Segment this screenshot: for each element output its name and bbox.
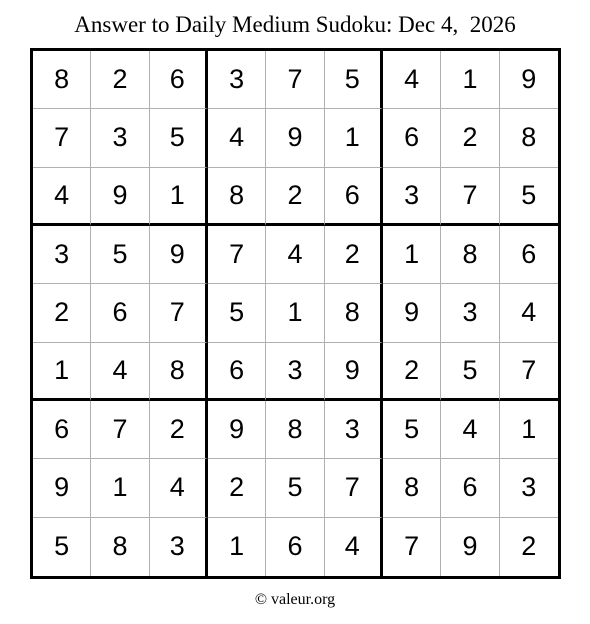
sudoku-cell-r6-c6: 9 [325, 343, 383, 401]
sudoku-cell-r2-c3: 5 [150, 109, 208, 167]
sudoku-cell-r6-c9: 7 [500, 343, 558, 401]
sudoku-cell-r2-c6: 1 [325, 109, 383, 167]
sudoku-cell-r8-c3: 4 [150, 459, 208, 517]
sudoku-cell-r6-c2: 4 [91, 343, 149, 401]
sudoku-cell-r4-c3: 9 [150, 226, 208, 284]
sudoku-cell-r9-c1: 5 [33, 518, 91, 576]
sudoku-cell-r9-c3: 3 [150, 518, 208, 576]
sudoku-cell-r1-c3: 6 [150, 51, 208, 109]
sudoku-cell-r5-c4: 5 [208, 284, 266, 342]
sudoku-cell-r8-c4: 2 [208, 459, 266, 517]
sudoku-cell-r9-c6: 4 [325, 518, 383, 576]
sudoku-cell-r6-c3: 8 [150, 343, 208, 401]
sudoku-cell-r5-c1: 2 [33, 284, 91, 342]
sudoku-cell-r6-c1: 1 [33, 343, 91, 401]
sudoku-cell-r4-c2: 5 [91, 226, 149, 284]
sudoku-cell-r2-c8: 2 [441, 109, 499, 167]
sudoku-cell-r3-c7: 3 [383, 168, 441, 226]
sudoku-cell-r3-c2: 9 [91, 168, 149, 226]
sudoku-grid [33, 51, 558, 576]
sudoku-cell-r6-c4: 6 [208, 343, 266, 401]
sudoku-cell-r6-c8: 5 [441, 343, 499, 401]
sudoku-cell-r7-c1: 6 [33, 401, 91, 459]
sudoku-cell-r5-c9: 4 [500, 284, 558, 342]
sudoku-cell-r2-c4: 4 [208, 109, 266, 167]
sudoku-cell-r8-c8: 6 [441, 459, 499, 517]
sudoku-cell-r7-c9: 1 [500, 401, 558, 459]
sudoku-cell-r7-c7: 5 [383, 401, 441, 459]
sudoku-cell-r7-c6: 3 [325, 401, 383, 459]
sudoku-cell-r1-c7: 4 [383, 51, 441, 109]
sudoku-cell-r3-c3: 1 [150, 168, 208, 226]
sudoku-board [30, 48, 561, 579]
sudoku-cell-r3-c5: 2 [266, 168, 324, 226]
sudoku-cell-r2-c9: 8 [500, 109, 558, 167]
sudoku-cell-r1-c9: 9 [500, 51, 558, 109]
sudoku-cell-r3-c4: 8 [208, 168, 266, 226]
sudoku-cell-r7-c4: 9 [208, 401, 266, 459]
sudoku-cell-r8-c5: 5 [266, 459, 324, 517]
sudoku-cell-r4-c7: 1 [383, 226, 441, 284]
sudoku-cell-r2-c5: 9 [266, 109, 324, 167]
sudoku-cell-r9-c9: 2 [521, 531, 537, 562]
sudoku-cell-r1-c2: 2 [91, 51, 149, 109]
sudoku-cell-r5-c2: 6 [91, 284, 149, 342]
sudoku-cell-r1-c4: 3 [208, 51, 266, 109]
sudoku-cell-r9-c8: 9 [441, 518, 499, 576]
sudoku-cell-r9-c5: 6 [266, 518, 324, 576]
sudoku-cell-r3-c6: 6 [325, 168, 383, 226]
sudoku-cell-r5-c6: 8 [325, 284, 383, 342]
sudoku-cell-r1-c6: 5 [325, 51, 383, 109]
sudoku-cell-r3-c9: 5 [500, 168, 558, 226]
sudoku-cell-r7-c8: 4 [441, 401, 499, 459]
sudoku-cell-r6-c7: 2 [383, 343, 441, 401]
sudoku-cell-r5-c7: 9 [383, 284, 441, 342]
sudoku-cell-r1-c1: 8 [33, 51, 91, 109]
sudoku-cell-r2-c1: 7 [33, 109, 91, 167]
site-credit: © valeur.org [254, 591, 336, 608]
sudoku-cell-r8-c7: 8 [383, 459, 441, 517]
sudoku-cell-r4-c1: 3 [33, 226, 91, 284]
sudoku-cell-r2-c2: 3 [91, 109, 149, 167]
sudoku-cell-r5-c3: 7 [150, 284, 208, 342]
sudoku-cell-r8-c2: 1 [91, 459, 149, 517]
sudoku-cell-r9-c7: 7 [383, 518, 441, 576]
sudoku-cell-r7-c5: 8 [266, 401, 324, 459]
sudoku-cell-r8-c9: 3 [500, 459, 558, 517]
sudoku-cell-r5-c8: 3 [441, 284, 499, 342]
sudoku-cell-r4-c5: 4 [266, 226, 324, 284]
sudoku-cell-r6-c5: 3 [266, 343, 324, 401]
sudoku-cell-r4-c6: 2 [325, 226, 383, 284]
sudoku-cell-r1-c8: 1 [441, 51, 499, 109]
page-title: Answer to Daily Medium Sudoku: Dec 4, 2026 [74, 12, 516, 37]
sudoku-cell-r7-c2: 7 [91, 401, 149, 459]
sudoku-cell-r3-c1: 4 [33, 168, 91, 226]
sudoku-cell-r1-c5: 7 [266, 51, 324, 109]
sudoku-cell-r5-c5: 1 [266, 284, 324, 342]
sudoku-cell-r9-c4: 1 [208, 518, 266, 576]
sudoku-cell-r8-c1: 9 [33, 459, 91, 517]
sudoku-cell-r4-c8: 8 [441, 226, 499, 284]
sudoku-cell-r2-c7: 6 [383, 109, 441, 167]
sudoku-cell-r9-c2: 8 [91, 518, 149, 576]
sudoku-cell-r4-c4: 7 [208, 226, 266, 284]
sudoku-cell-r4-c9: 6 [500, 226, 558, 284]
sudoku-cell-r3-c8: 7 [441, 168, 499, 226]
sudoku-cell-r7-c3: 2 [150, 401, 208, 459]
sudoku-cell-r8-c6: 7 [325, 459, 383, 517]
